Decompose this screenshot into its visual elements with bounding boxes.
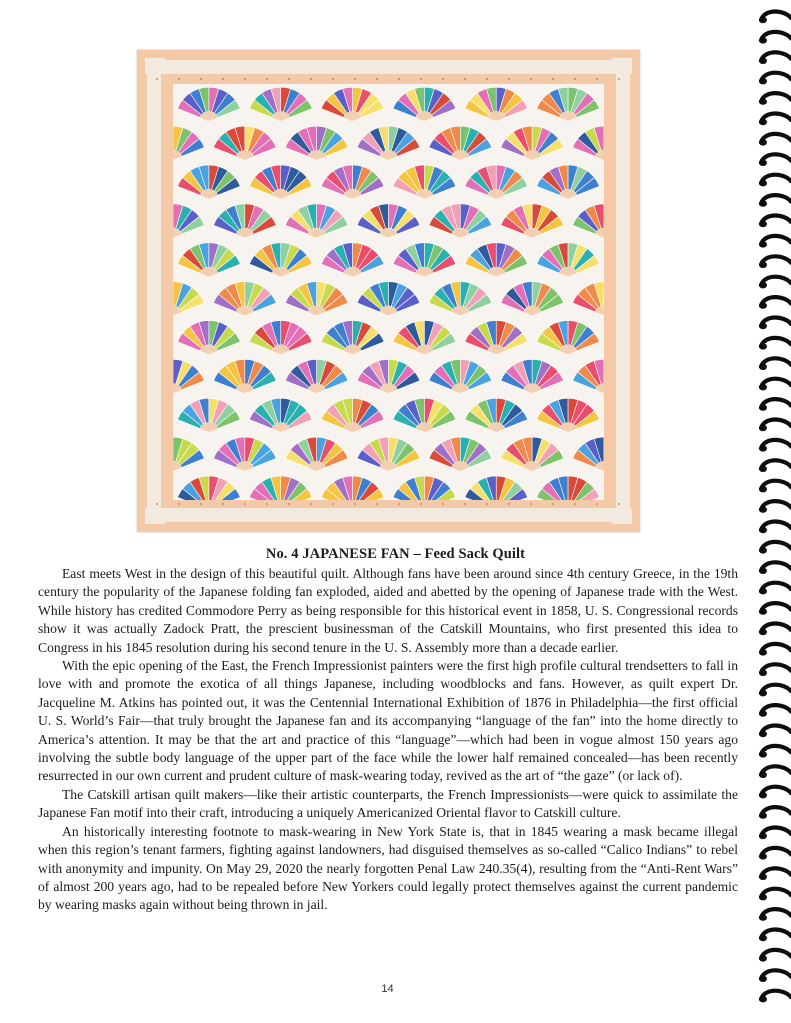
stitch-dot [178,503,180,505]
spiral-ring [759,848,791,860]
spiral-ring [759,603,791,615]
spiral-ring [759,175,791,187]
spiral-ring [759,991,791,1003]
stitch-dot [244,78,246,80]
spiral-ring [759,399,791,411]
quilt-corner-block [145,508,165,524]
stitch-dot [618,78,620,80]
stitch-dot [574,503,576,505]
spiral-ring [759,256,791,268]
stitch-dot [596,503,598,505]
stitch-dot [156,78,158,80]
stitch-dot [200,78,202,80]
spiral-ring [759,807,791,819]
paragraph-1: East meets West in the design of this beautiful quilt. Although fans have been around since 4th century Greece, in the 19th century the popularity of the Japanese folding fan exploded, aided and abetted by the opening of Japanese trade with the West. While history has credited Commodore Perry as being responsible for this historical event in 1858, U. S. Congressional records show it was actually Zadock Pratt, the prescient businessman of the Catskill Mountains, who first presented this idea to Congress in his 1845 resolution during his second tenure in the U. S. Assembly more than a decade earlier. [38,566,738,655]
stitch-dot [574,78,576,80]
spiral-binding [751,0,791,1023]
photo-caption: No. 4 JAPANESE FAN – Feed Sack Quilt [265,546,526,562]
stitch-dot [398,503,400,505]
stitch-dot [486,503,488,505]
stitch-dot [288,78,290,80]
quilt-photo [137,50,640,532]
spiral-ring [759,664,791,676]
stitch-dot [464,503,466,505]
stitch-dot [156,503,158,505]
spiral-ring [759,32,791,44]
stitch-dot [244,503,246,505]
stitch-dot [354,503,356,505]
spiral-ring [759,481,791,493]
stitch-dot [552,503,554,505]
stitch-dot [376,503,378,505]
stitch-dot [552,78,554,80]
spiral-ring [759,338,791,350]
spiral-ring [759,542,791,554]
paragraph-3: The Catskill artisan quilt makers—like their artistic counterparts, the French Impressionists—were quick to assimilate the Japanese Fan motif into their craft, introducing a uniquely Americanized Oriental flavor to Catskill culture. [38,786,738,821]
stitch-dot [310,78,312,80]
spiral-ring [759,705,791,717]
spiral-ring [759,522,791,534]
spiral-ring [759,236,791,248]
spiral-ring [759,970,791,982]
stitch-dot [530,503,532,505]
stitch-dot [332,503,334,505]
spiral-ring [759,154,791,166]
spiral-ring [759,73,791,85]
quilt-corner-block [612,508,632,524]
spiral-ring [759,460,791,472]
stitch-dot [486,78,488,80]
stitch-dot [442,503,444,505]
spiral-ring [759,746,791,758]
stitch-dot [222,78,224,80]
quilt-corner-block [145,58,165,74]
spiral-ring [759,195,791,207]
body-text [38,565,738,915]
spiral-ring [759,562,791,574]
stitch-dot [178,78,180,80]
spiral-ring [759,624,791,636]
stitch-dot [618,503,620,505]
quilt-corner-block [612,58,632,74]
spiral-ring [759,318,791,330]
spiral-ring [759,277,791,289]
spiral-ring [759,216,791,228]
spiral-ring [759,379,791,391]
spiral-ring [759,583,791,595]
stitch-dot [266,503,268,505]
spiral-ring [759,52,791,64]
spiral-ring [759,889,791,901]
spiral-ring [759,685,791,697]
stitch-dot [398,78,400,80]
stitch-dot [508,78,510,80]
spiral-ring [759,868,791,880]
paragraph-4: An historically interesting footnote to mask-wearing in New York State is, that in 1845 wearing a mask became illegal when this region’s tenant farmers, fighting against landowners, had disguised themselves as so-called “Calico Indians” to rebel with anonymity and impunity. On May 29, 2020 the nearly forgotten Penal Law 240.35(4), resulting from the “Anti-Rent Wars” of almost 200 years ago, had to be repealed before New Yorkers could legally protect themselves against the current pandemic by wearing masks again without being thrown in jail. [38,823,738,913]
spiral-ring [759,134,791,146]
spiral-ring [759,114,791,126]
spiral-ring [759,644,791,656]
spiral-ring [759,726,791,738]
spiral-ring [759,909,791,921]
stitch-dot [376,78,378,80]
spiral-ring [759,12,791,24]
stitch-dot [310,503,312,505]
stitch-dot [464,78,466,80]
spiral-ring [759,828,791,840]
spiral-ring [759,297,791,309]
spiral-ring [759,440,791,452]
spiral-ring [759,420,791,432]
spiral-ring [759,93,791,105]
spiral-ring [759,930,791,942]
stitch-dot [222,503,224,505]
stitch-dot [354,78,356,80]
stitch-dot [288,503,290,505]
stitch-dot [266,78,268,80]
stitch-dot [508,503,510,505]
stitch-dot [530,78,532,80]
spiral-ring [759,501,791,513]
stitch-dot [596,78,598,80]
stitch-dot [442,78,444,80]
paragraph-2: With the epic opening of the East, the French Impressionist painters were the first high profile cultural trendsetters to fall in love with and promote the exotica of all things Japanese, including woodblocks and fans. However, as quilt expert Dr. Jacqueline M. Atkins has pointed out, it was the Centennial International Exhibition of 1876 in Philadelphia—the first official U. S. World’s Fair—that truly brought the Japanese fan and its accompanying “language of the fan” into the home directly to America’s attention. It may be that the art and practice of this “language”—which had been in vogue almost 150 years ago involving the subtle body language of the upper part of the face while the lower half remained concealed—has been recently resurrected in our own current and prudent culture of mask-wearing today, revived as the art of “the gaze” (or lack of). [38,658,738,784]
stitch-dot [200,503,202,505]
stitch-dot [420,78,422,80]
spiral-ring [759,950,791,962]
spiral-ring [759,766,791,778]
spiral-ring [759,787,791,799]
stitch-dot [332,78,334,80]
stitch-dot [420,503,422,505]
spiral-ring [759,358,791,370]
page-number: 14 [381,983,394,995]
